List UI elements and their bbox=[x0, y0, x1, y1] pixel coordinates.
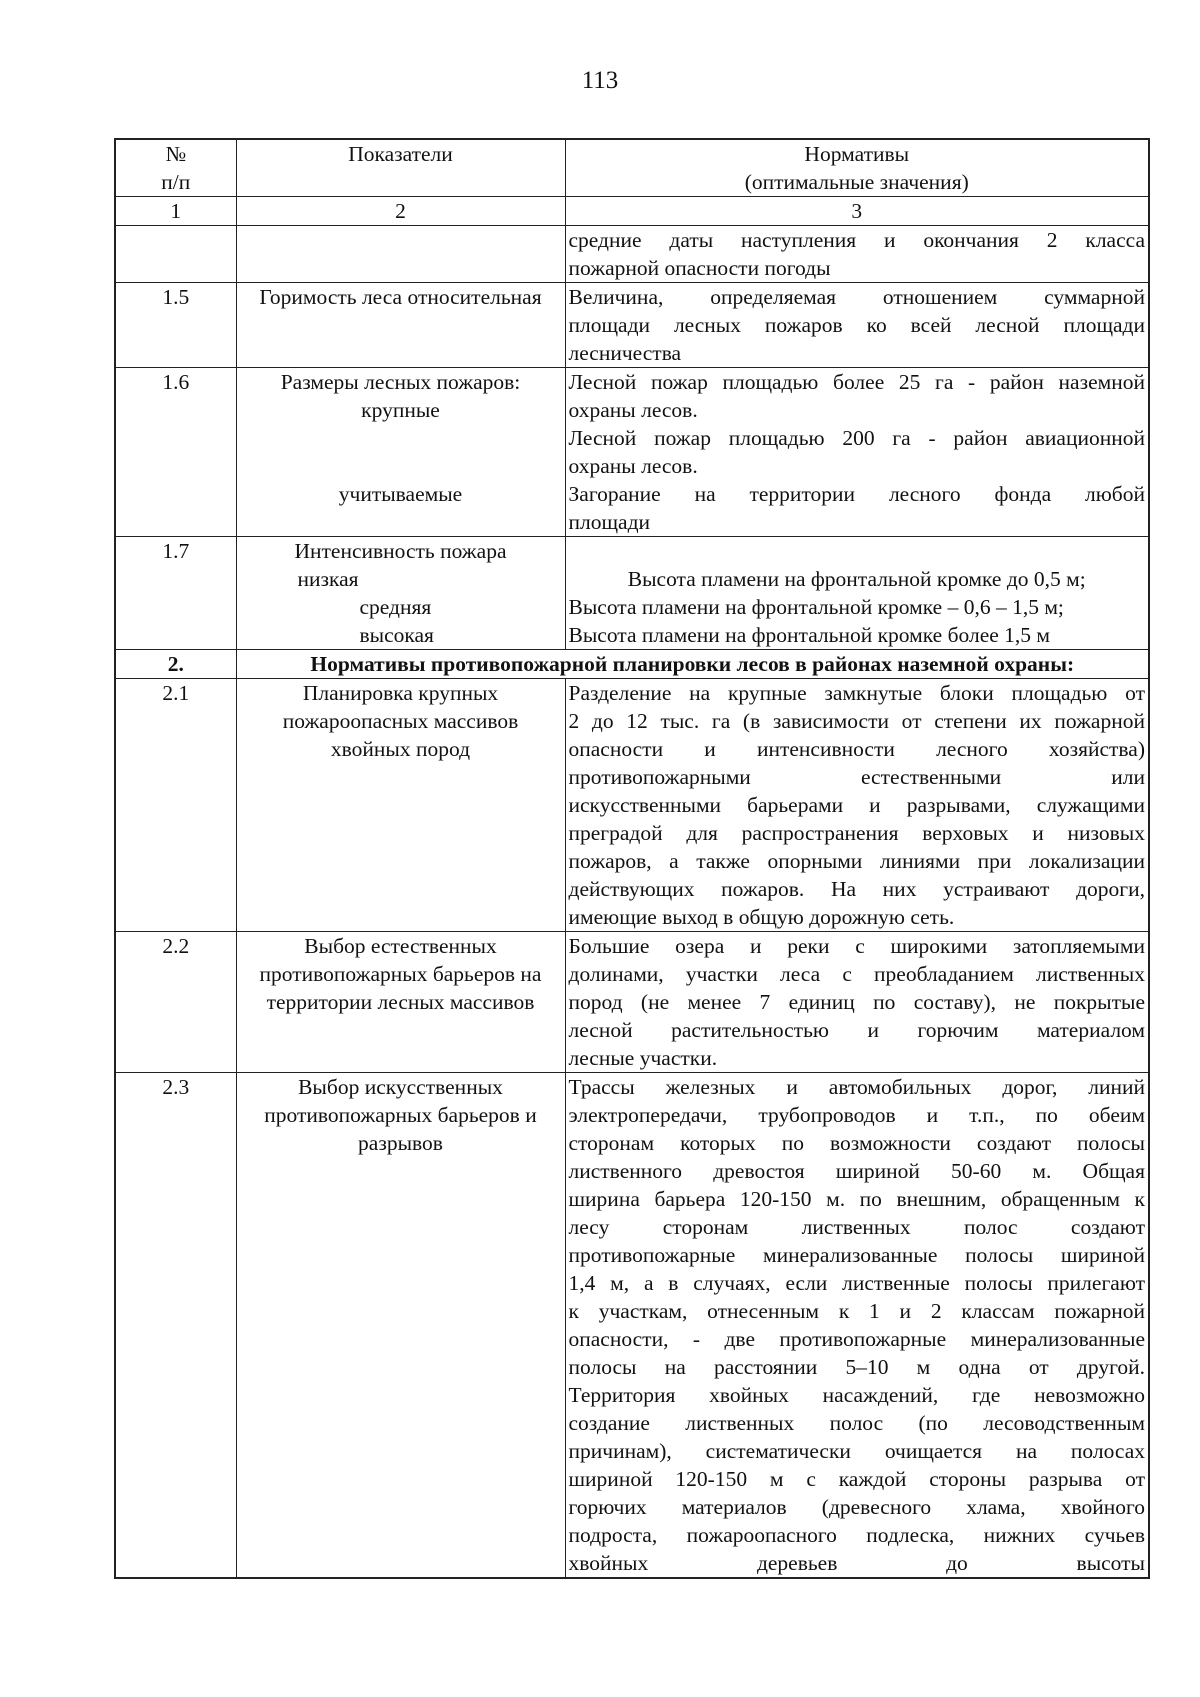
table-header-row bbox=[115, 139, 1149, 197]
row-indicator bbox=[236, 226, 565, 283]
section-number: 2. bbox=[115, 650, 236, 679]
row-number: 1.5 bbox=[115, 283, 236, 368]
table-row bbox=[115, 1073, 1149, 1579]
row-number: 1.7 bbox=[115, 537, 236, 650]
row-indicator: Горимость леса относительная bbox=[236, 283, 565, 368]
row-norm: Большие озера и реки с широкими затопляемыми долинами, участки леса с преобладанием лиственных пород (не менее 7 единиц по составу), не покрытые лесной растительностью и горючим материалом лесные участки. bbox=[565, 932, 1149, 1073]
row-indicator: Выбор искусственных противопожарных барьеров и разрывов bbox=[236, 1073, 565, 1579]
row-number bbox=[115, 226, 236, 283]
page-number: 113 bbox=[581, 67, 619, 94]
row-indicator: Размеры лесных пожаров: крупные учитываемые bbox=[236, 368, 565, 537]
row-norm: Высота пламени на фронтальной кромке до 0,5 м; Высота пламени на фронтальной кромке – 0,6 – 1,5 м; Высота пламени на фронтальной кромке более 1,5 м bbox=[565, 537, 1149, 650]
row-number: 2.1 bbox=[115, 679, 236, 932]
column-numbers-row bbox=[115, 197, 1149, 226]
row-number: 2.3 bbox=[115, 1073, 236, 1579]
table-row bbox=[115, 368, 1149, 537]
norms-table bbox=[114, 138, 1150, 1579]
row-norm: Трассы железных и автомобильных дорог, линий электропередачи, трубопроводов и т.п., по обеим сторонам которых по возможности создают полосы лиственного древостоя шириной 50-60 м. Общая ширина барьера 120-150 м. по внешним, обращенным к лесу сторонам лиственных полос создают противопожарные минерализованные полосы шириной 1,4 м, а в случаях, если лиственные полосы прилегают к участкам, отнесенным к 1 и 2 классам пожарной опасности, - две противопожарные минерализованные полосы на расстоянии 5–10 м одна от другой. Территория хвойных насаждений, где невозможно создание лиственных полос (по лесоводственным причинам), систематически очищается на полосах шириной 120-150 м с каждой стороны разрыва от горючих материалов (древесного хлама, хвойного подроста, пожароопасного подлеска, нижних сучьев хвойных деревьев до высоты bbox=[565, 1073, 1149, 1579]
header-norms: Нормативы (оптимальные значения) bbox=[565, 139, 1149, 197]
header-number: № п/п bbox=[115, 139, 236, 197]
column-number: 2 bbox=[236, 197, 565, 226]
row-number: 1.6 bbox=[115, 368, 236, 537]
section-title: Нормативы противопожарной планировки лесов в районах наземной охраны: bbox=[236, 650, 1149, 679]
table-row bbox=[115, 226, 1149, 283]
row-norm: Величина, определяемая отношением суммарной площади лесных пожаров ко всей лесной площади лесничества bbox=[565, 283, 1149, 368]
row-indicator: Выбор естественных противопожарных барьеров на территории лесных массивов bbox=[236, 932, 565, 1073]
row-indicator: Интенсивность пожара низкая средняя высокая bbox=[236, 537, 565, 650]
header-indicators: Показатели bbox=[236, 139, 565, 197]
row-norm: Лесной пожар площадью более 25 га - район наземной охраны лесов. Лесной пожар площадью 200 га - район авиационной охраны лесов. Загорание на территории лесного фонда любой площади bbox=[565, 368, 1149, 537]
column-number: 3 bbox=[565, 197, 1149, 226]
row-number: 2.2 bbox=[115, 932, 236, 1073]
row-indicator: Планировка крупных пожароопасных массивов хвойных пород bbox=[236, 679, 565, 932]
table-row bbox=[115, 283, 1149, 368]
section-row bbox=[115, 650, 1149, 679]
row-norm: Разделение на крупные замкнутые блоки площадью от 2 до 12 тыс. га (в зависимости от степени их пожарной опасности и интенсивности лесного хозяйства) противопожарными естественными или искусственными барьерами и разрывами, служащими преградой для распространения верховых и низовых пожаров, а также опорными линиями при локализации действующих пожаров. На них устраивают дороги, имеющие выход в общую дорожную сеть. bbox=[565, 679, 1149, 932]
row-norm: средние даты наступления и окончания 2 класса пожарной опасности погоды bbox=[565, 226, 1149, 283]
table-row bbox=[115, 537, 1149, 650]
table-row bbox=[115, 679, 1149, 932]
column-number: 1 bbox=[115, 197, 236, 226]
table-row bbox=[115, 932, 1149, 1073]
